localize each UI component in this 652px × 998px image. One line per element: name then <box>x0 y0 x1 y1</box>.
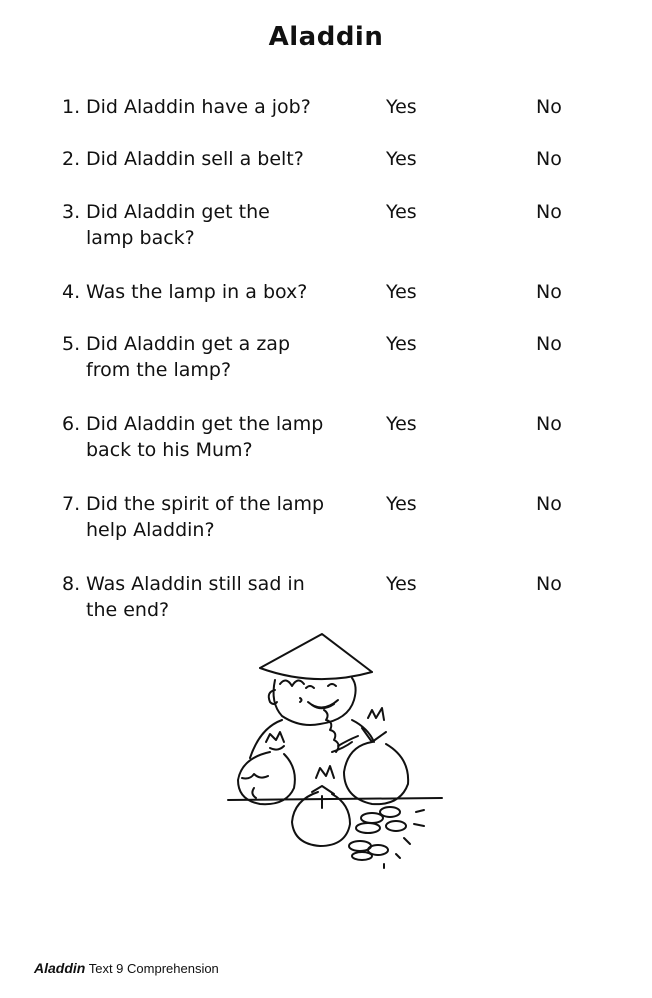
answer-no-7[interactable]: No <box>536 493 562 515</box>
question-2 <box>62 146 362 172</box>
question-6 <box>62 411 362 463</box>
question-3 <box>62 199 362 251</box>
answer-no-8[interactable]: No <box>536 573 562 595</box>
question-text-continued: lamp back? <box>86 227 195 249</box>
question-text: Was Aladdin still sad in <box>86 573 305 595</box>
question-8 <box>62 571 362 623</box>
question-1 <box>62 94 362 120</box>
question-number: 6. <box>62 413 81 435</box>
answer-yes-4[interactable]: Yes <box>386 281 417 303</box>
question-number: 3. <box>62 201 81 223</box>
answer-yes-7[interactable]: Yes <box>386 493 417 515</box>
question-7 <box>62 491 362 543</box>
footer-subtitle: Text 9 Comprehension <box>85 961 219 976</box>
question-number: 4. <box>62 281 81 303</box>
footer-caption <box>34 960 219 976</box>
question-number: 7. <box>62 493 81 515</box>
question-number: 2. <box>62 148 81 170</box>
question-text: Did Aladdin get the lamp <box>86 413 324 435</box>
answer-yes-5[interactable]: Yes <box>386 333 417 355</box>
question-text-continued: help Aladdin? <box>86 519 215 541</box>
answer-no-4[interactable]: No <box>536 281 562 303</box>
question-text: Did Aladdin have a job? <box>86 96 311 118</box>
answer-no-3[interactable]: No <box>536 201 562 223</box>
aladdin-with-sacks-illustration <box>220 628 450 878</box>
question-text: Did Aladdin get the <box>86 201 270 223</box>
question-text-continued: back to his Mum? <box>86 439 253 461</box>
question-number: 1. <box>62 96 81 118</box>
question-5 <box>62 331 362 383</box>
question-4 <box>62 279 362 305</box>
page-title: Aladdin <box>268 22 384 52</box>
answer-no-1[interactable]: No <box>536 96 562 118</box>
answer-yes-2[interactable]: Yes <box>386 148 417 170</box>
answer-yes-3[interactable]: Yes <box>386 201 417 223</box>
question-number: 8. <box>62 573 81 595</box>
question-text-continued: from the lamp? <box>86 359 232 381</box>
answer-no-6[interactable]: No <box>536 413 562 435</box>
question-text: Was the lamp in a box? <box>86 281 308 303</box>
question-text: Did Aladdin get a zap <box>86 333 291 355</box>
answer-yes-1[interactable]: Yes <box>386 96 417 118</box>
answer-yes-8[interactable]: Yes <box>386 573 417 595</box>
footer-title: Aladdin <box>34 960 86 976</box>
question-text: Did the spirit of the lamp <box>86 493 325 515</box>
question-number: 5. <box>62 333 81 355</box>
question-text-continued: the end? <box>86 599 170 621</box>
answer-no-2[interactable]: No <box>536 148 562 170</box>
answer-yes-6[interactable]: Yes <box>386 413 417 435</box>
question-text: Did Aladdin sell a belt? <box>86 148 304 170</box>
answer-no-5[interactable]: No <box>536 333 562 355</box>
